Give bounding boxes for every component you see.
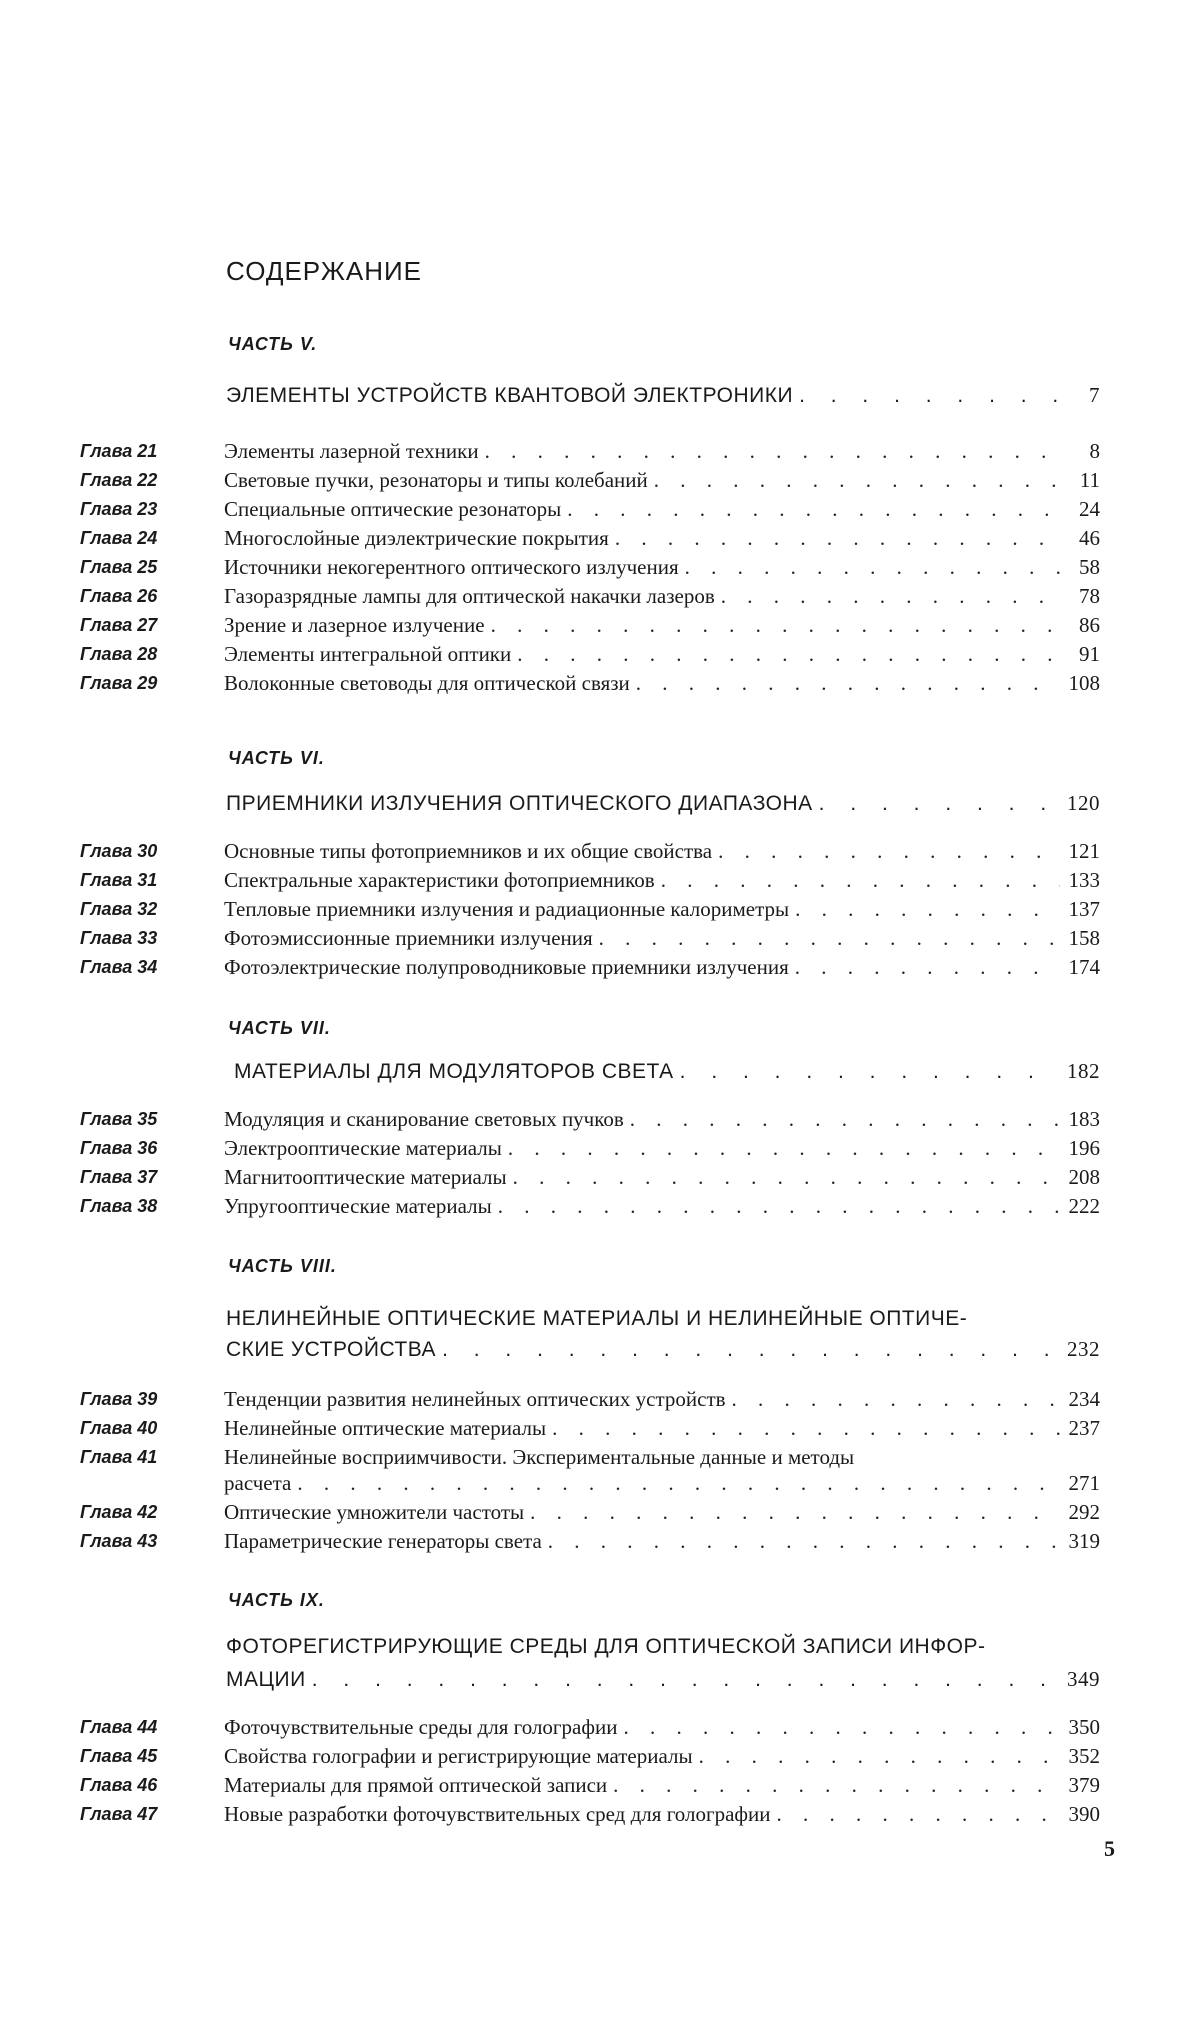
part-title-text: ПРИЕМНИКИ ИЗЛУЧЕНИЯ ОПТИЧЕСКОГО ДИАПАЗОНА xyxy=(226,789,813,819)
chapter-page: 174 xyxy=(1066,952,1100,982)
toc-row xyxy=(0,1133,1200,1163)
chapter-page: 352 xyxy=(1066,1741,1100,1771)
chapter-label: Глава 35 xyxy=(80,1104,180,1134)
toc-row xyxy=(0,1191,1200,1221)
chapter-page: 133 xyxy=(1066,865,1100,895)
chapter-title: Фотоэлектрические полупроводниковые приемники излучения xyxy=(224,952,789,982)
chapter-title: Материалы для прямой оптической записи xyxy=(224,1770,607,1800)
toc-row-continued xyxy=(0,1468,1200,1498)
toc-row xyxy=(0,1799,1200,1829)
chapter-page: 390 xyxy=(1066,1799,1100,1829)
chapter-label: Глава 47 xyxy=(80,1799,180,1829)
chapter-page: 237 xyxy=(1066,1413,1100,1443)
chapter-page: 86 xyxy=(1066,610,1100,640)
toc-row xyxy=(0,552,1200,582)
part-title-line1: НЕЛИНЕЙНЫЕ ОПТИЧЕСКИЕ МАТЕРИАЛЫ И НЕЛИНЕЙНЫЕ ОПТИЧЕ- xyxy=(226,1304,1100,1334)
toc-row xyxy=(0,581,1200,611)
chapter-page: 319 xyxy=(1066,1526,1100,1556)
chapter-label: Глава 32 xyxy=(80,894,180,924)
toc-row xyxy=(0,1384,1200,1414)
part-page: 232 xyxy=(1067,1334,1100,1364)
toc-row xyxy=(0,1162,1200,1192)
part-page: 7 xyxy=(1089,380,1100,410)
chapter-page: 234 xyxy=(1066,1384,1100,1414)
part-title-text: МАТЕРИАЛЫ ДЛЯ МОДУЛЯТОРОВ СВЕТА xyxy=(234,1057,674,1087)
toc-row xyxy=(0,610,1200,640)
chapter-title: Свойства голографии и регистрирующие материалы xyxy=(224,1741,693,1771)
toc-row xyxy=(0,1770,1200,1800)
chapter-title: Новые разработки фоточувствительных сред для голографии xyxy=(224,1799,771,1829)
chapter-page: 196 xyxy=(1066,1133,1100,1163)
chapter-page: 271 xyxy=(1066,1468,1100,1498)
chapter-title: Многослойные диэлектрические покрытия xyxy=(224,523,609,553)
chapter-page: 8 xyxy=(1066,436,1100,466)
chapter-label: Глава 38 xyxy=(80,1191,180,1221)
chapter-page: 108 xyxy=(1066,668,1100,698)
chapter-label: Глава 33 xyxy=(80,923,180,953)
toc-row xyxy=(0,836,1200,866)
toc-row xyxy=(0,1526,1200,1556)
chapter-label: Глава 46 xyxy=(80,1770,180,1800)
chapter-title: Оптические умножители частоты xyxy=(224,1497,524,1527)
chapter-label: Глава 21 xyxy=(80,436,180,466)
chapter-label: Глава 37 xyxy=(80,1162,180,1192)
chapter-title: Газоразрядные лампы для оптической накачки лазеров xyxy=(224,581,715,611)
chapter-label: Глава 39 xyxy=(80,1384,180,1414)
chapter-label: Глава 36 xyxy=(80,1133,180,1163)
toc-row xyxy=(0,1104,1200,1134)
chapter-page: 137 xyxy=(1066,894,1100,924)
chapter-label: Глава 31 xyxy=(80,865,180,895)
chapter-title: Модуляция и сканирование световых пучков xyxy=(224,1104,624,1134)
toc-row xyxy=(0,1712,1200,1742)
part-label: ЧАСТЬ VII. xyxy=(228,1018,331,1039)
chapter-page: 183 xyxy=(1066,1104,1100,1134)
chapter-label: Глава 26 xyxy=(80,581,180,611)
part-page: 120 xyxy=(1067,788,1100,818)
part-title xyxy=(226,1334,1100,1365)
toc-row xyxy=(0,952,1200,982)
chapter-label: Глава 23 xyxy=(80,494,180,524)
toc-row xyxy=(0,668,1200,698)
chapter-title: Нелинейные оптические материалы xyxy=(224,1413,546,1443)
chapter-label: Глава 41 xyxy=(80,1442,180,1472)
chapter-label: Глава 25 xyxy=(80,552,180,582)
chapter-label: Глава 27 xyxy=(80,610,180,640)
chapter-title: Упругооптические материалы xyxy=(224,1191,492,1221)
chapter-page: 121 xyxy=(1066,836,1100,866)
chapter-label: Глава 34 xyxy=(80,952,180,982)
chapter-title: Волоконные световоды для оптической связи xyxy=(224,668,630,698)
toc-row xyxy=(0,865,1200,895)
chapter-label: Глава 43 xyxy=(80,1526,180,1556)
chapter-title-continued: расчета xyxy=(224,1468,291,1498)
chapter-page: 292 xyxy=(1066,1497,1100,1527)
part-title xyxy=(226,380,1100,411)
chapter-title: Электрооптические материалы xyxy=(224,1133,502,1163)
part-title-line1: ФОТОРЕГИСТРИРУЮЩИЕ СРЕДЫ ДЛЯ ОПТИЧЕСКОЙ ЗАПИСИ ИНФОР- xyxy=(226,1632,1100,1662)
part-title xyxy=(226,1664,1100,1695)
chapter-page: 208 xyxy=(1066,1162,1100,1192)
toc-row xyxy=(0,465,1200,495)
part-label: ЧАСТЬ V. xyxy=(228,334,317,355)
chapter-label: Глава 30 xyxy=(80,836,180,866)
chapter-title: Фоточувствительные среды для голографии xyxy=(224,1712,617,1742)
chapter-title: Световые пучки, резонаторы и типы колебаний xyxy=(224,465,648,495)
page-number: 5 xyxy=(1104,1836,1115,1862)
contents-page xyxy=(0,0,1200,2018)
chapter-page: 78 xyxy=(1066,581,1100,611)
chapter-title: Специальные оптические резонаторы xyxy=(224,494,561,524)
chapter-page: 158 xyxy=(1066,923,1100,953)
chapter-title: Нелинейные восприимчивости. Экспериментальные данные и методы xyxy=(224,1442,854,1472)
chapter-title: Параметрические генераторы света xyxy=(224,1526,542,1556)
chapter-label: Глава 45 xyxy=(80,1741,180,1771)
chapter-page: 58 xyxy=(1066,552,1100,582)
page-title: СОДЕРЖАНИЕ xyxy=(226,256,422,287)
chapter-label: Глава 42 xyxy=(80,1497,180,1527)
toc-row xyxy=(0,923,1200,953)
chapter-title: Магнитооптические материалы xyxy=(224,1162,507,1192)
part-label: ЧАСТЬ IX. xyxy=(228,1590,325,1611)
toc-row xyxy=(0,494,1200,524)
chapter-title: Источники некогерентного оптического излучения xyxy=(224,552,679,582)
chapter-title: Зрение и лазерное излучение xyxy=(224,610,485,640)
chapter-page: 91 xyxy=(1066,639,1100,669)
chapter-title: Элементы лазерной техники xyxy=(224,436,479,466)
chapter-title: Тенденции развития нелинейных оптических устройств xyxy=(224,1384,726,1414)
part-page: 182 xyxy=(1067,1056,1100,1086)
chapter-label: Глава 29 xyxy=(80,668,180,698)
chapter-label: Глава 44 xyxy=(80,1712,180,1742)
part-title-text: СКИЕ УСТРОЙСТВА xyxy=(226,1335,436,1365)
chapter-page: 222 xyxy=(1066,1191,1100,1221)
toc-row xyxy=(0,1741,1200,1771)
chapter-label: Глава 22 xyxy=(80,465,180,495)
chapter-page: 379 xyxy=(1066,1770,1100,1800)
part-title-text: ЭЛЕМЕНТЫ УСТРОЙСТВ КВАНТОВОЙ ЭЛЕКТРОНИКИ xyxy=(226,381,793,411)
chapter-label: Глава 28 xyxy=(80,639,180,669)
chapter-label: Глава 24 xyxy=(80,523,180,553)
toc-row xyxy=(0,1413,1200,1443)
toc-row xyxy=(0,436,1200,466)
chapter-title: Основные типы фотоприемников и их общие свойства xyxy=(224,836,712,866)
chapter-label: Глава 40 xyxy=(80,1413,180,1443)
chapter-page: 11 xyxy=(1066,465,1100,495)
chapter-page: 46 xyxy=(1066,523,1100,553)
toc-row xyxy=(0,639,1200,669)
part-label: ЧАСТЬ VI. xyxy=(228,748,325,769)
part-title xyxy=(226,788,1100,819)
part-title-text: МАЦИИ xyxy=(226,1665,306,1695)
chapter-title: Элементы интегральной оптики xyxy=(224,639,511,669)
chapter-page: 350 xyxy=(1066,1712,1100,1742)
chapter-title: Тепловые приемники излучения и радиационные калориметры xyxy=(224,894,789,924)
toc-row xyxy=(0,523,1200,553)
chapter-title: Спектральные характеристики фотоприемников xyxy=(224,865,655,895)
part-title xyxy=(234,1056,1100,1087)
chapter-page: 24 xyxy=(1066,494,1100,524)
toc-row xyxy=(0,1497,1200,1527)
part-page: 349 xyxy=(1067,1664,1100,1694)
part-label: ЧАСТЬ VIII. xyxy=(228,1256,337,1277)
toc-row xyxy=(0,894,1200,924)
chapter-title: Фотоэмиссионные приемники излучения xyxy=(224,923,593,953)
